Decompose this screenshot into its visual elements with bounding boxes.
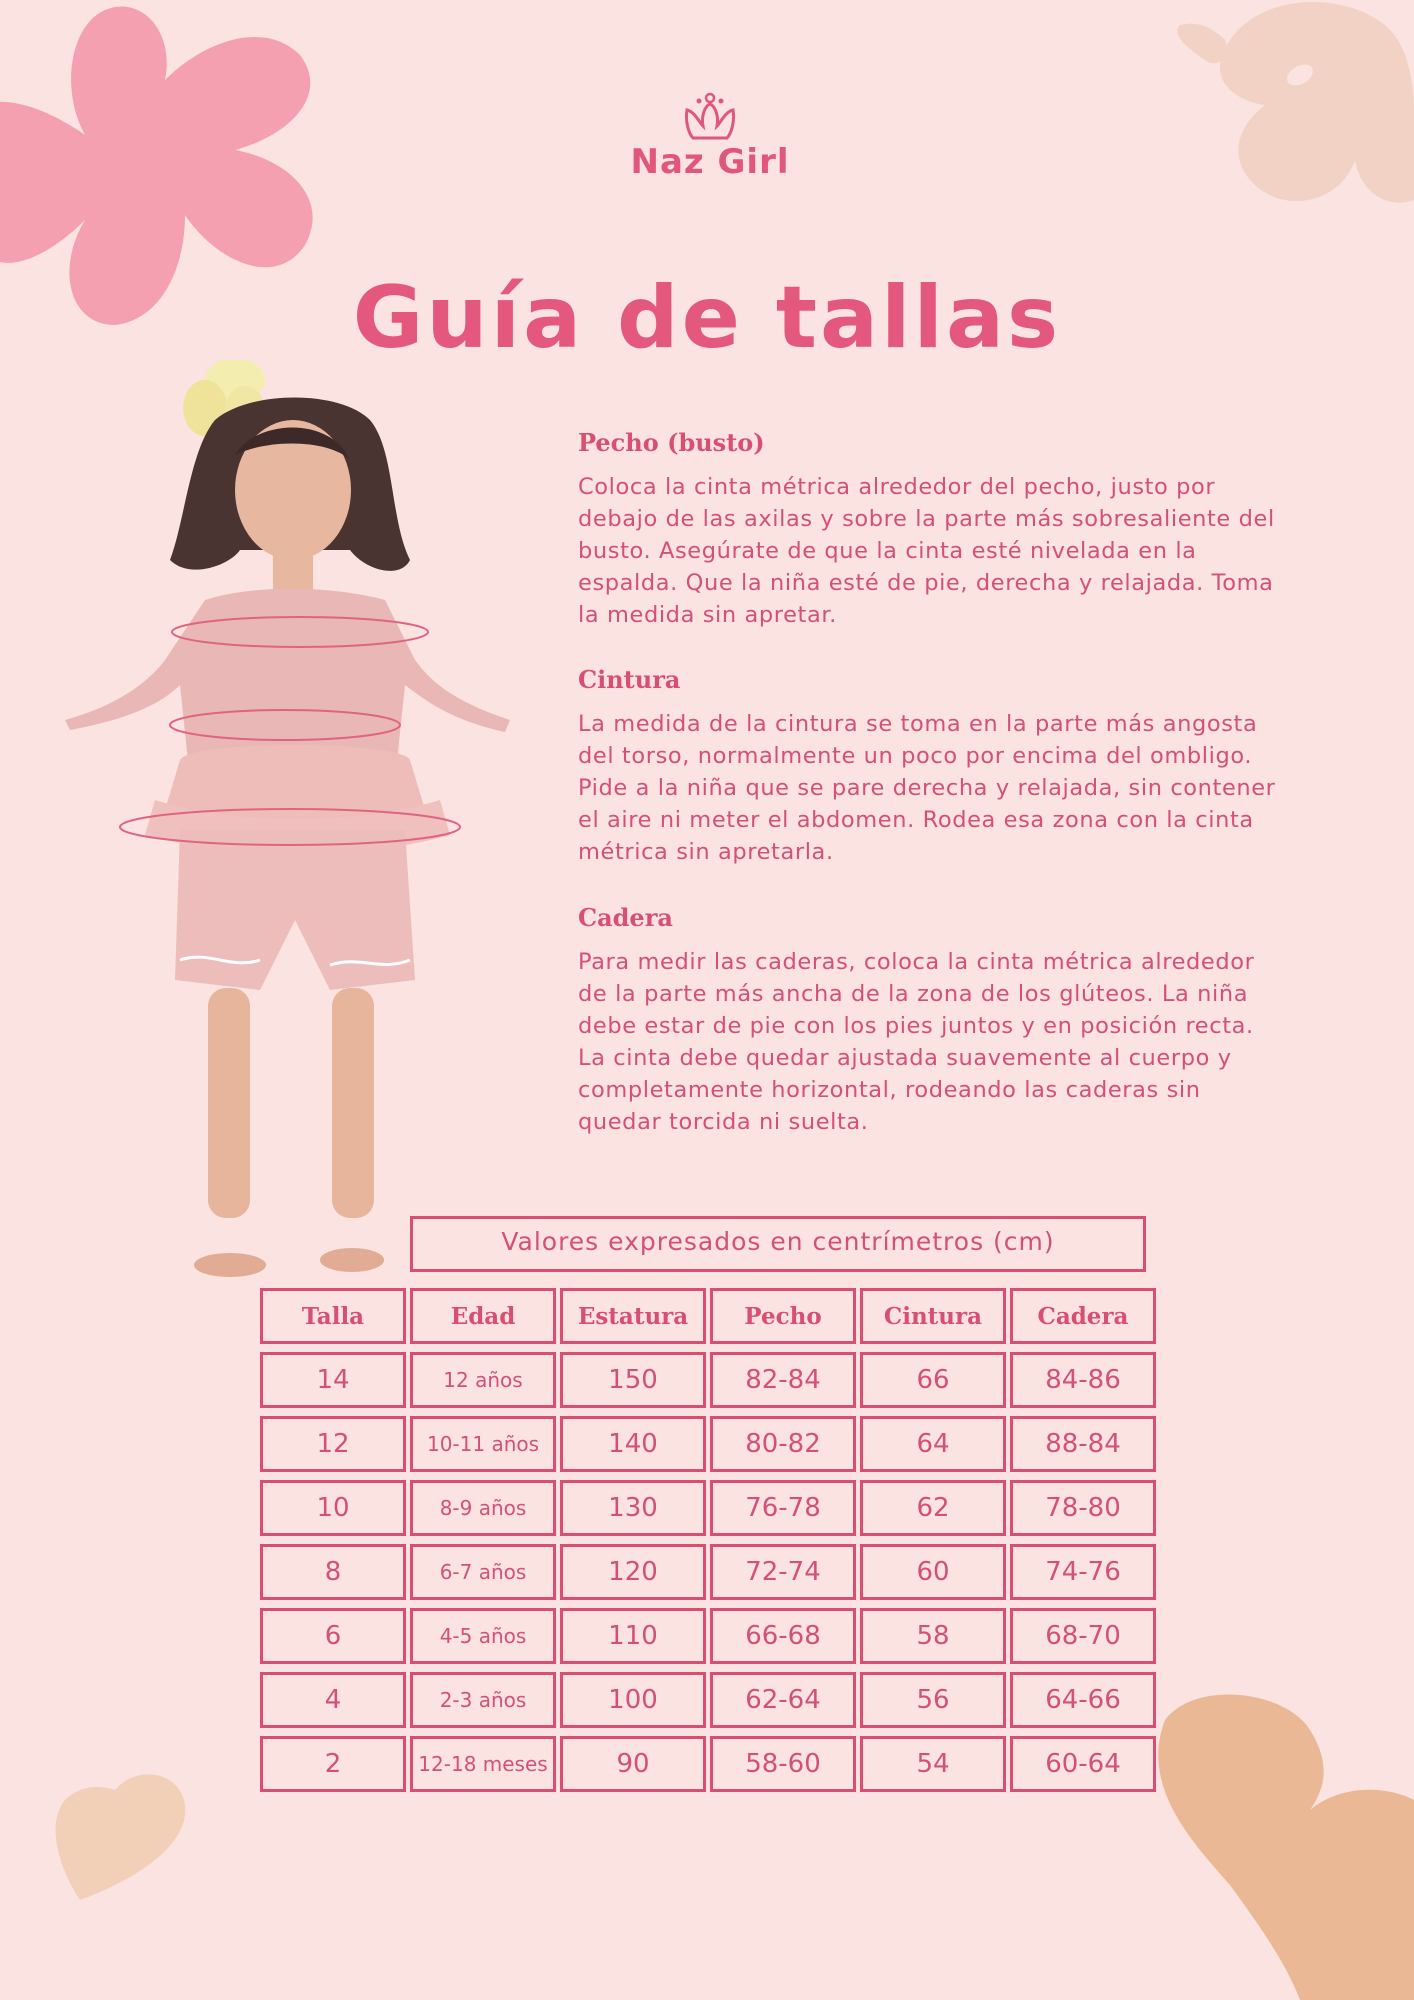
cell-cintura: 66 (860, 1352, 1006, 1408)
cell-talla: 10 (260, 1480, 406, 1536)
cell-pecho: 76-78 (710, 1480, 856, 1536)
cell-edad: 12-18 meses (410, 1736, 556, 1792)
cell-edad: 10-11 años (410, 1416, 556, 1472)
cell-cadera: 84-86 (1010, 1352, 1156, 1408)
cell-pecho: 62-64 (710, 1672, 856, 1728)
cell-cadera: 68-70 (1010, 1608, 1156, 1664)
section-text: Coloca la cinta métrica alrededor del pecho, justo por debajo de las axilas y sobre la parte más sobresaliente del busto. Asegúrate de que la cinta esté nivelada en la espalda. Que la niña esté de pie, derecha y relajada. Toma la medida sin apretar. (578, 474, 1275, 628)
section-pecho (578, 428, 1278, 631)
section-cintura (578, 665, 1278, 868)
cell-estatura: 100 (560, 1672, 706, 1728)
cell-pecho: 58-60 (710, 1736, 856, 1792)
cell-pecho: 82-84 (710, 1352, 856, 1408)
table-row (260, 1416, 1156, 1472)
table-row (260, 1352, 1156, 1408)
cell-edad: 6-7 años (410, 1544, 556, 1600)
header-estatura: Estatura (560, 1288, 706, 1344)
cell-pecho: 66-68 (710, 1608, 856, 1664)
page-title: Guía de tallas (352, 268, 1062, 368)
blob-decoration (1135, 1690, 1414, 2000)
header-cadera: Cadera (1010, 1288, 1156, 1344)
cell-edad: 8-9 años (410, 1480, 556, 1536)
header-pecho: Pecho (710, 1288, 856, 1344)
table-header-row (260, 1288, 1156, 1344)
cell-cadera: 60-64 (1010, 1736, 1156, 1792)
cell-edad: 4-5 años (410, 1608, 556, 1664)
cell-estatura: 90 (560, 1736, 706, 1792)
cell-talla: 2 (260, 1736, 406, 1792)
section-heading: Cadera (578, 903, 673, 932)
units-note: Valores expresados en centrímetros (cm) (410, 1216, 1146, 1272)
cell-estatura: 130 (560, 1480, 706, 1536)
cell-estatura: 120 (560, 1544, 706, 1600)
header-edad: Edad (410, 1288, 556, 1344)
section-heading: Pecho (busto) (578, 428, 765, 457)
table-row (260, 1480, 1156, 1536)
brand-name: Naz Girl (630, 142, 790, 182)
section-text: Para medir las caderas, coloca la cinta métrica alrededor de la parte más ancha de la zona de los glúteos. La niña debe estar de pie con los pies juntos y en posición recta. La cinta debe quedar ajustada suavemente al cuerpo y completamente horizontal, rodeando las caderas sin quedar torcida ni suelta. (578, 949, 1255, 1135)
cell-talla: 8 (260, 1544, 406, 1600)
cell-pecho: 72-74 (710, 1544, 856, 1600)
cell-cintura: 56 (860, 1672, 1006, 1728)
cell-cintura: 60 (860, 1544, 1006, 1600)
cell-cintura: 62 (860, 1480, 1006, 1536)
cell-cadera: 78-80 (1010, 1480, 1156, 1536)
cell-cadera: 64-66 (1010, 1672, 1156, 1728)
cell-edad: 2-3 años (410, 1672, 556, 1728)
blob-decoration (1170, 0, 1414, 210)
cell-cadera: 74-76 (1010, 1544, 1156, 1600)
header-cintura: Cintura (860, 1288, 1006, 1344)
cell-talla: 4 (260, 1672, 406, 1728)
cell-cintura: 64 (860, 1416, 1006, 1472)
cell-talla: 14 (260, 1352, 406, 1408)
crown-logo-icon (681, 92, 739, 142)
table-row (260, 1736, 1156, 1792)
cell-estatura: 140 (560, 1416, 706, 1472)
cell-cadera: 88-84 (1010, 1416, 1156, 1472)
cell-estatura: 110 (560, 1608, 706, 1664)
cell-cintura: 58 (860, 1608, 1006, 1664)
header-talla: Talla (260, 1288, 406, 1344)
brand-logo (620, 92, 800, 182)
cell-talla: 6 (260, 1608, 406, 1664)
cell-cintura: 54 (860, 1736, 1006, 1792)
cell-estatura: 150 (560, 1352, 706, 1408)
heart-decoration (40, 1770, 200, 1910)
table-row (260, 1672, 1156, 1728)
section-text: La medida de la cintura se toma en la parte más angosta del torso, normalmente un poco por encima del ombligo. Pide a la niña que se pare derecha y relajada, sin contener el aire ni meter el abdomen. Rodea esa zona con la cinta métrica sin apretarla. (578, 711, 1276, 865)
cell-talla: 12 (260, 1416, 406, 1472)
girl-photo (30, 360, 570, 1280)
cell-pecho: 80-82 (710, 1416, 856, 1472)
table-row (260, 1608, 1156, 1664)
section-heading: Cintura (578, 665, 681, 694)
table-row (260, 1544, 1156, 1600)
section-cadera (578, 903, 1278, 1138)
size-table (256, 1280, 1160, 1800)
cell-edad: 12 años (410, 1352, 556, 1408)
